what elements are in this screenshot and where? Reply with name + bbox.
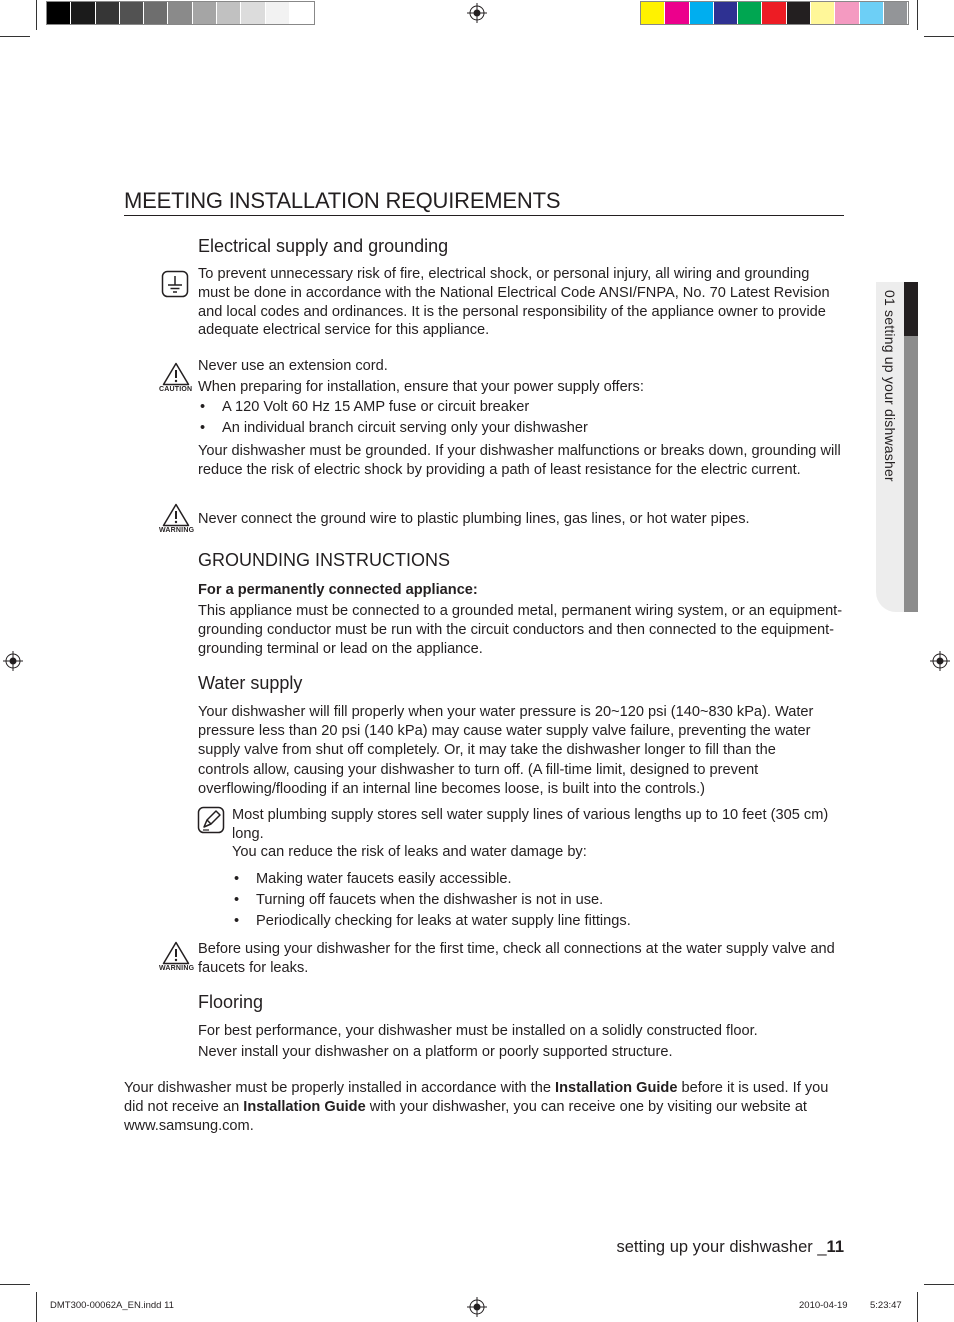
chapter-tab-label: 01 setting up your dishwasher	[882, 290, 898, 482]
list-item: • An individual branch circuit serving only your dishwasher	[198, 418, 844, 439]
list-item: • Making water faucets easily accessible.	[232, 869, 844, 890]
color-swatch	[96, 2, 120, 24]
crop-mark	[917, 1292, 918, 1322]
caution-line-1: Never use an extension cord.	[198, 358, 388, 374]
color-swatch	[884, 2, 908, 24]
water-fill-limit-text: controls allow, causing your dishwasher to turn off. (A fill-time limit, designed to prevent overflowing/flooding if an internal line becomes loose, is built into the controls.)	[198, 762, 759, 797]
note-icon	[197, 806, 225, 834]
color-swatch	[217, 2, 241, 24]
warning-label: WARNING	[159, 527, 195, 534]
color-swatch	[762, 2, 786, 24]
list-item: • A 120 Volt 60 Hz 15 AMP fuse or circuit breaker	[198, 397, 844, 418]
registration-mark-icon	[930, 651, 950, 671]
tab-marker-grey	[904, 336, 918, 612]
color-swatch	[641, 2, 665, 24]
file-slug: DMT300-00062A_EN.indd 11	[50, 1300, 174, 1311]
crop-mark	[917, 0, 918, 30]
color-swatch	[738, 2, 762, 24]
installation-guide-ref: Installation Guide	[555, 1080, 678, 1096]
color-swatch	[665, 2, 689, 24]
color-swatch	[835, 2, 859, 24]
color-swatch	[193, 2, 217, 24]
crop-mark	[36, 0, 37, 30]
section-heading-water: Water supply	[198, 673, 303, 693]
crop-mark	[924, 1284, 954, 1285]
color-swatch	[266, 2, 290, 24]
grey-color-bar	[46, 1, 315, 25]
flooring-line-2: Never install your dishwasher on a platform or poorly supported structure.	[198, 1044, 673, 1060]
grounded-text: Your dishwasher must be grounded. If your dishwasher malfunctions or breaks down, grounding will reduce the risk of electric shock by providing a path of least resistance for the electric current.	[198, 443, 841, 478]
warning-icon	[162, 503, 190, 527]
section-heading-flooring: Flooring	[198, 992, 264, 1012]
water-pressure-text: Your dishwasher will fill properly when your water pressure is 20~120 psi (140~830 kPa). Water pressure less than 20 psi (140 kPa) may cause water supply valve failure, preventing the water supply valve from shut off completely. Or, it may take the dishwasher longer to fill than the	[198, 704, 814, 758]
color-swatch	[690, 2, 714, 24]
caution-icon	[162, 362, 190, 386]
slug-time: 5:23:47	[870, 1300, 902, 1311]
color-swatch	[71, 2, 95, 24]
registration-mark-icon	[467, 3, 487, 23]
section-heading-electrical: Electrical supply and grounding	[198, 236, 449, 256]
list-item: • Turning off faucets when the dishwasher is not in use.	[232, 890, 844, 911]
tab-marker-dark	[904, 282, 918, 336]
color-swatch	[811, 2, 835, 24]
water-connection-warning: Before using your dishwasher for the first time, check all connections at the water supply valve and faucets for leaks.	[198, 941, 835, 976]
warning-icon	[162, 941, 190, 965]
page-number: 11	[826, 1238, 844, 1256]
color-swatch	[787, 2, 811, 24]
note-reduce-risk: You can reduce the risk of leaks and water damage by:	[232, 844, 587, 860]
warning-label: WARNING	[159, 965, 195, 972]
process-color-bar	[640, 1, 909, 25]
page-title: MEETING INSTALLATION REQUIREMENTS	[124, 188, 844, 216]
crop-mark	[36, 1292, 37, 1322]
power-supply-list	[198, 397, 844, 439]
color-swatch	[290, 2, 314, 24]
slug-date: 2010-04-19	[799, 1300, 848, 1311]
registration-mark-icon	[3, 651, 23, 671]
crop-mark	[924, 36, 954, 37]
note-supply-lines: Most plumbing supply stores sell water supply lines of various lengths up to 10 feet (305 cm) long.	[232, 807, 829, 842]
ground-icon	[161, 270, 189, 298]
installation-guide-ref: Installation Guide	[243, 1098, 366, 1115]
color-swatch	[714, 2, 738, 24]
caution-label: CAUTION	[159, 386, 193, 393]
flooring-line-1: For best performance, your dishwasher must be installed on a solidly constructed floor.	[198, 1023, 758, 1039]
caution-line-2: When preparing for installation, ensure that your power supply offers:	[198, 379, 644, 395]
color-swatch	[860, 2, 884, 24]
color-swatch	[144, 2, 168, 24]
color-swatch	[47, 2, 71, 24]
grounding-subheading: For a permanently connected appliance:	[198, 582, 478, 598]
installation-guide-text: Your dishwasher must be properly installed in accordance with the Installation Guide before it is used. If you did not receive an Installation Guide with your dishwasher, you can receive one by visiting our website at www.samsung.com.	[124, 1080, 829, 1134]
registration-mark-icon	[467, 1297, 487, 1317]
ground-wire-warning: Never connect the ground wire to plastic plumbing lines, gas lines, or hot water pipes.	[198, 511, 750, 527]
color-swatch	[168, 2, 192, 24]
page-footer: setting up your dishwasher _11	[616, 1238, 844, 1256]
color-swatch	[241, 2, 265, 24]
crop-mark	[0, 36, 30, 37]
crop-mark	[0, 1284, 30, 1285]
leak-prevention-list	[232, 869, 844, 932]
grounding-requirement-text: To prevent unnecessary risk of fire, electrical shock, or personal injury, all wiring and grounding must be done in accordance with the National Electrical Code ANSI/FNPA, No. 70 Latest Revision and local codes and ordinances. It is the personal responsibility of the appliance owner to provide adequate electrical service for this appliance.	[198, 266, 830, 339]
grounding-instructions-text: This appliance must be connected to a grounded metal, permanent wiring system, or an equipment-grounding conductor must be run with the circuit conductors and then connected to the equipment-grounding terminal or lead on the appliance.	[198, 603, 843, 657]
color-swatch	[120, 2, 144, 24]
list-item: • Periodically checking for leaks at water supply line fittings.	[232, 911, 844, 932]
section-heading-grounding: GROUNDING INSTRUCTIONS	[198, 550, 450, 570]
